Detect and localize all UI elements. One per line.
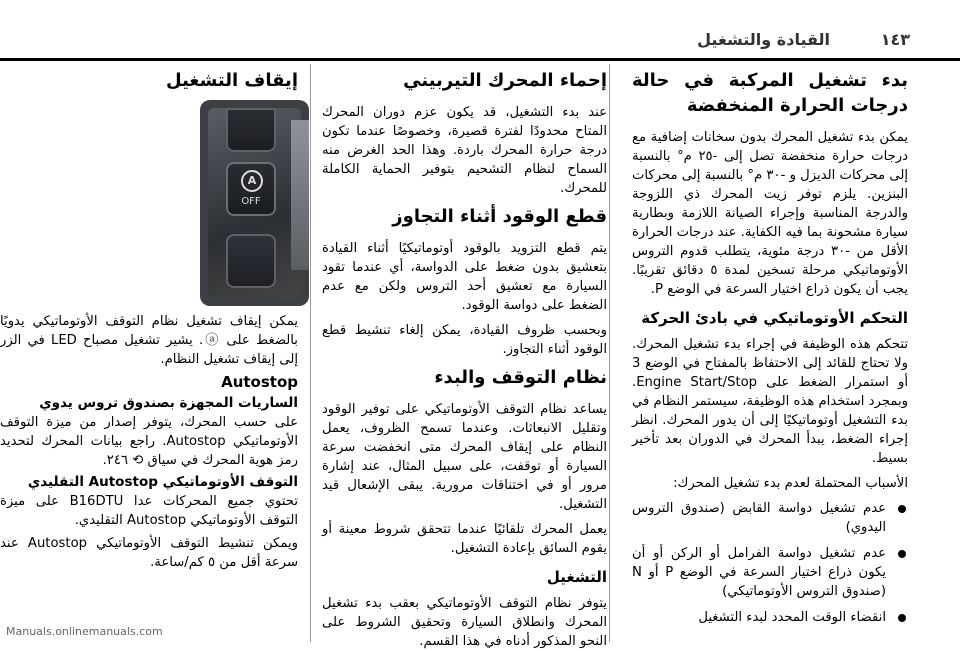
- deactivation-text: [0, 312, 310, 576]
- turbo-warmup-heading: إحماء المحرك التيربيني: [403, 70, 607, 91]
- auto-starter-heading: التحكم الأوتوماتيكي في بادئ الحركة: [641, 309, 908, 327]
- cold-start-heading: بدء تشغيل المركبة في حالة درجات الحرارة المنخفضة: [632, 70, 908, 116]
- turbo-warmup-paragraph: عند بدء التشغيل، قد يكون عزم دوران المحرك المتاح محدودًا لفترة قصيرة، وخصوصًا عندما تكون درجة حرارة المحرك باردة. وهذا الحد الغرض منه السماح لنظام التشحيم بتوفير الحماية الكاملة للمحرك.: [322, 105, 607, 196]
- deactivation-block: [0, 64, 310, 103]
- upper-button: [226, 108, 276, 152]
- auto-starter-paragraph: تتحكم هذه الوظيفة في إجراء بدء تشغيل المحرك. ولا تحتاج للقائد إلى الاحتفاظ بالمفتاح في الوضع 3 أو استمرار الضغط على Engine Start/Stop. وبمجرد استخدام هذه الوظيفة، سيستمر النظام في بدء التشغيل أوتوماتيكيًا إلى أن يدور المحرك. انظر إجراء الضغط، يبدأ المحرك في الدوران بعد تأخير بسيط.: [632, 337, 908, 466]
- autostop-icon: A: [241, 170, 263, 192]
- page-header: [150, 30, 910, 54]
- autostop-off-button[interactable]: [226, 162, 276, 216]
- list-item: عدم تشغيل دواسة الفرامل أو الركن أو أن يكون ذراع اختيار السرعة في الوضع P أو N (صندوق التروس الأوتوماتيكي): [632, 546, 886, 599]
- off-label: OFF: [241, 196, 261, 207]
- dashboard-button-photo: [200, 100, 309, 306]
- manual-gearbox-heading: الساريات المجهزة بصندوق تروس يدوي: [39, 395, 298, 411]
- deactivation-heading: إيقاف التشغيل: [166, 70, 298, 91]
- column-right: [630, 64, 910, 642]
- activation-paragraph: يتوفر نظام التوقف الأوتوماتيكي بعقب بدء تشغيل المحرك وانطلاق السيارة وتحقيق الشروط على النحو المذكور أدناه في هذا القسم.: [322, 596, 607, 649]
- list-item: عدم تشغيل دواسة القابض (صندوق التروس اليدوي): [632, 501, 886, 535]
- deactivation-paragraph: يمكن إيقاف تشغيل نظام التوقف الأوتوماتيكي يدويًا بالضغط على ⓐ. يشير تشغيل مصباح LED في الزر إلى إيقاف تشغيل النظام.: [0, 314, 298, 367]
- list-item: انقضاء الوقت المحدد لبدء التشغيل: [632, 608, 886, 627]
- failure-reasons-intro: الأسباب المحتملة لعدم بدء تشغيل المحرك:: [673, 476, 908, 491]
- page-number: ١٤٣: [880, 30, 910, 49]
- column-left: [0, 64, 311, 642]
- stop-start-paragraph: يساعد نظام التوقف الأوتوماتيكي على توفير الوقود وتقليل الانبعاثات. وعندما تسمح الظروف، يعمل النظام على إيقاف المحرك متى انخفضت سرعة السيارة أو توقفت، على سبيل المثال، عند إشارة مرور أو في اختناقات مرورية. يبقى الإشعال قيد التشغيل.: [322, 402, 607, 512]
- conventional-autostop-heading: التوقف الأوتوماتيكي Autostop التقليدي: [27, 474, 298, 490]
- console-panel: [208, 108, 301, 298]
- conventional-autostop-paragraph: تحتوي جميع المحركات عدا B16DTU على ميزة التوقف الأوتوماتيكي Autostop التقليدي.: [0, 494, 298, 528]
- autostop-speed-paragraph: ويمكن تنشيط التوقف الأوتوماتيكي Autostop عند سرعة أقل من ٥ كم/ساعة.: [0, 536, 298, 570]
- activation-heading: التشغيل: [546, 568, 607, 586]
- header-rule: [0, 58, 960, 61]
- column-middle: [320, 64, 610, 649]
- fuel-cutoff-paragraph: يتم قطع التزويد بالوقود أوتوماتيكيًا أثناء القيادة بتعشيق بدون ضغط على الدواسة، أي عندما تقود السيارة مع تعشيق أحد التروس ولكن مع عدم الضغط على دواسة الوقود.: [322, 241, 607, 313]
- trim-accent: [291, 120, 309, 270]
- cold-start-paragraph: يمكن بدء تشغيل المحرك بدون سخانات إضافية مع درجات حرارة منخفضة تصل إلى -٢٥ م° بالنسبة إلى محركات الديزل و -٣٠ م° بالنسبة إلى محركات البنزين. يلزم توفر زيت المحرك ذي اللزوجة والدرجة المناسبة وإجراء الصيانة اللازمة وبطارية سيارة مشحونة بما فيه الكفاية. عند درجات الحرارة الأقل من -٣٠ درجة مئوية، يتطلب قدوم التروس الأوتوماتيكي مرحلة تسخين لمدة ٥ دقائق تقريبًا. يجب أن يكون ذراع اختيار السرعة في الوضع P.: [632, 130, 909, 297]
- stop-start-paragraph-2: يعمل المحرك تلقائيًا عندما تتحقق شروط معينة أو يقوم السائق بإعادة التشغيل.: [322, 522, 607, 556]
- lower-button: [226, 234, 276, 288]
- fuel-cutoff-paragraph-2: وبحسب ظروف القيادة، يمكن إلغاء تنشيط قطع الوقود أثناء التجاوز.: [322, 323, 607, 357]
- watermark: Manuals.onlinemanuals.com: [6, 625, 163, 638]
- failure-reasons-list: [632, 499, 908, 627]
- chapter-title: القيادة والتشغيل: [697, 30, 830, 49]
- autostop-heading: Autostop: [221, 373, 298, 391]
- fuel-cutoff-heading: قطع الوقود أثناء التجاوز: [392, 206, 607, 227]
- manual-gearbox-paragraph: على حسب المحرك، يتوفر إصدار من ميزة التوقف الأوتوماتيكي Autostop. راجع بيانات المحرك لتحديد رمز هوية المحرك في سياق ⟲ ٢٤٦.: [0, 415, 298, 468]
- stop-start-heading: نظام التوقف والبدء: [434, 367, 607, 388]
